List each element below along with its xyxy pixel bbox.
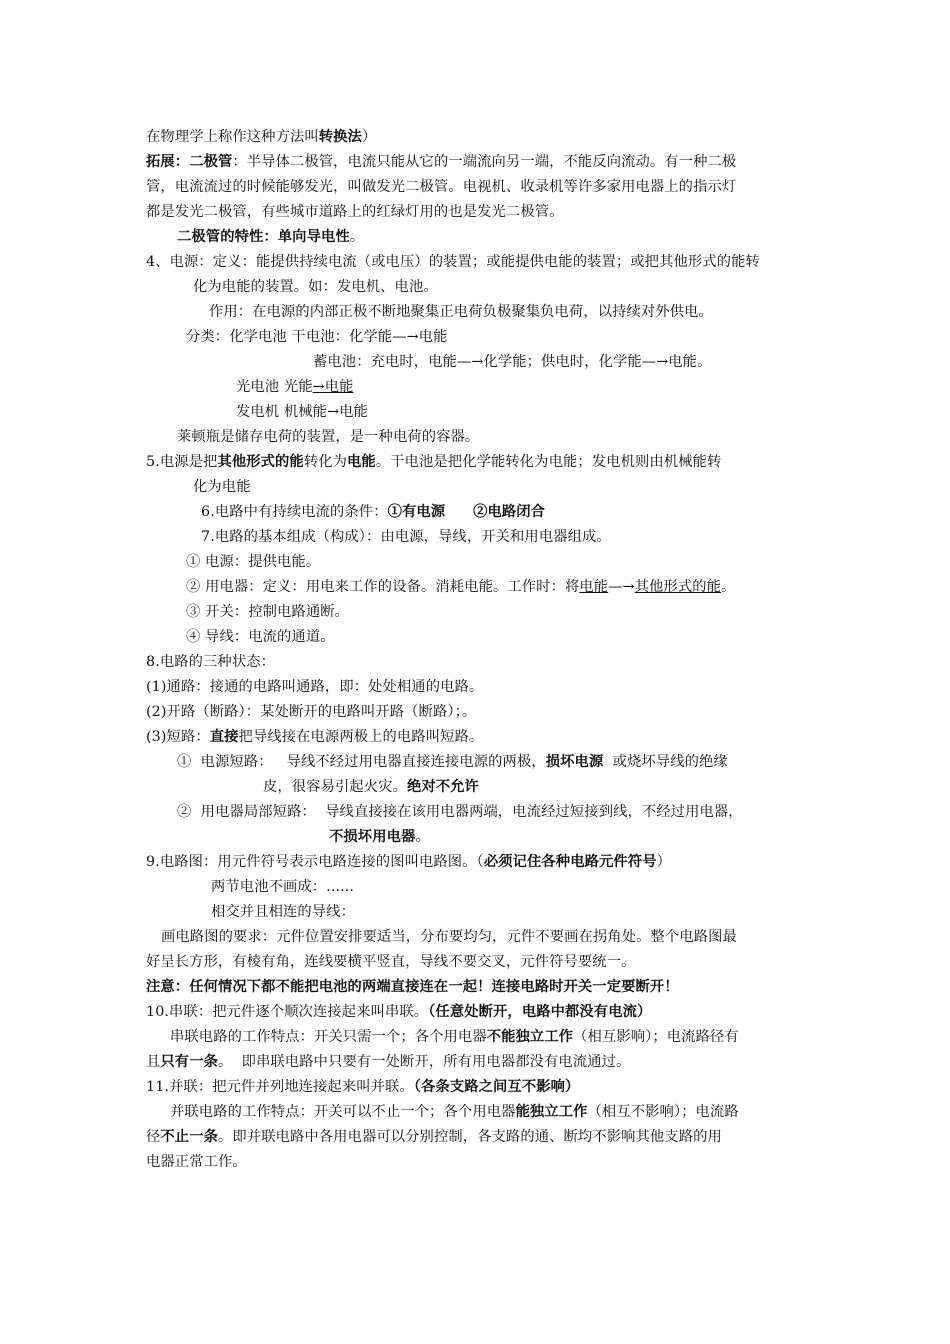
text-run: 。 [415, 829, 430, 845]
text-run: 化为电能 [193, 479, 251, 495]
text-run: ② 用电器局部短路： 导线直接接在该用电器两端，电流经过短接到线，不经过用电器， [177, 804, 743, 820]
text-run: 。干电池是把化学能转化为电能；发电机则由机械能转 [375, 454, 722, 470]
text-run: 画电路图的要求：元件位置安排要适当，分布要均匀，元件不要画在拐角处。整个电路图最 [161, 929, 737, 945]
text-run: ① 电源：提供电能。 [186, 554, 321, 570]
bold-term: 注意：任何情况下都不能把电池的两端直接连在一起！连接电路时开关一定要断开！ [146, 979, 679, 995]
text-run: 。 [721, 579, 736, 595]
text-run: ） [656, 854, 671, 870]
text-line [186, 602, 349, 622]
text-line [177, 227, 364, 247]
text-line [146, 1052, 630, 1072]
text-line [236, 377, 354, 397]
text-run: 串联电路的工作特点：开关只需一个；各个用电器 [170, 1029, 487, 1045]
text-run: 化为电能的装置。如：发电机、电池。 [193, 279, 438, 295]
text-line [177, 752, 728, 772]
text-line [201, 502, 545, 522]
text-run: 或烧坏导线的绝缘 [603, 754, 728, 770]
underlined-text: 电能 [579, 579, 609, 595]
text-run: 并联电路的工作特点：开关可以不止一个；各个用电器 [170, 1104, 516, 1120]
text-run: ） [361, 129, 377, 145]
text-line [146, 977, 679, 997]
text-run: 9.电路图：用元件符号表示电路连接的图叫电路图。（ [146, 854, 484, 870]
text-run: ② 用电器：定义：用电来工作的设备。消耗电能。工作时：将 [186, 579, 580, 595]
bold-term: 拓展：二极管 [146, 154, 233, 170]
bold-term: 其他形式的能 [217, 454, 304, 470]
text-line [146, 952, 636, 972]
text-line [146, 852, 671, 872]
text-line [186, 552, 320, 572]
text-run: （相互不影响）；电流路 [587, 1104, 739, 1120]
text-run: 且 [146, 1054, 161, 1070]
text-line [146, 1152, 247, 1172]
bold-term: ①有电源 [387, 504, 446, 520]
bold-term: 直接 [209, 729, 239, 745]
text-line [236, 402, 368, 422]
text-run: ③ 开关：控制电路通断。 [186, 604, 350, 620]
text-line [211, 902, 355, 922]
text-run: 管，电流流过的时候能够发光，叫做发光二极管。电视机、收录机等许多家用电器上的指示灯 [146, 179, 737, 195]
text-line [146, 452, 721, 472]
text-run: 10.串联：把元件逐个顺次连接起来叫串联。 [146, 1004, 429, 1020]
bold-term: （各条支路之间互不影响） [413, 1079, 580, 1095]
text-line [146, 652, 275, 672]
text-line [211, 877, 354, 897]
text-line [186, 627, 335, 647]
text-line [146, 702, 476, 722]
bold-term: 绝对不允许 [406, 779, 479, 795]
bold-term: 电能 [347, 454, 376, 470]
text-line [146, 727, 483, 747]
text-run: 6.电路中有持续电流的条件： [201, 504, 388, 520]
text-line [146, 1002, 651, 1022]
text-run: 好呈长方形，有棱有角，连线要横平竖直，导线不要交叉，元件符号要统一。 [146, 954, 636, 970]
text-run: 作用：在电源的内部正极不断地聚集正电荷负极聚集负电荷，以持续对外供电。 [209, 304, 713, 320]
bold-term: ②电路闭合 [473, 504, 546, 520]
text-line [146, 177, 736, 197]
text-line [146, 1127, 722, 1147]
text-run: 8.电路的三种状态： [146, 654, 276, 670]
text-line [193, 277, 438, 297]
text-run: ① 电源短路： 导线不经过用电器直接连接电源的两极， [177, 754, 546, 770]
text-run: 把导线接在电源两极上的电路叫短路。 [238, 729, 484, 745]
text-run: 莱顿瓶是储存电荷的装置，是一种电荷的容器。 [177, 429, 480, 445]
text-line [177, 427, 479, 447]
text-run: （相互影响）；电流路径有 [573, 1029, 739, 1045]
text-line [146, 127, 376, 147]
text-run: 分类：化学电池 干电池：化学能—→电能 [186, 329, 448, 345]
text-run: 电器正常工作。 [146, 1154, 247, 1170]
text-run: 相交并且相连的导线： [211, 904, 355, 920]
text-line [146, 1077, 579, 1097]
bold-term: 必须记住各种电路元件符号 [483, 854, 657, 870]
text-run: 在物理学上称作这种方法叫 [146, 129, 319, 145]
bold-term: 损坏电源 [545, 754, 604, 770]
text-run: (1)通路：接通的电路叫通路，即：处处相通的电路。 [146, 679, 484, 695]
bold-term: 能独立工作 [515, 1104, 588, 1120]
text-run: ：半导体二极管，电流只能从它的一端流向另一端，不能反向流动。有一种二极 [232, 154, 737, 170]
text-run: 转化为 [303, 454, 348, 470]
text-run: 。 [349, 229, 365, 245]
underlined-text: →电能 [312, 379, 354, 395]
text-run: 。即并联电路中各用电器可以分别控制，各支路的通、断均不影响其他支路的用 [218, 1129, 722, 1145]
text-run: ④ 导线：电流的通道。 [186, 629, 335, 645]
text-line [177, 802, 743, 822]
text-run: —→ [608, 579, 635, 595]
text-line [313, 352, 711, 372]
bold-term: 不止一条 [160, 1129, 218, 1145]
text-run: 4、电源：定义：能提供持续电流（或电压）的装置；或能提供电能的装置；或把其他形式的能转 [146, 254, 760, 270]
text-line [146, 202, 564, 222]
text-line [170, 1102, 739, 1122]
bold-term: 二极管的特性：单向导电性 [177, 229, 350, 245]
text-line [209, 302, 713, 322]
text-run: 。 即串联电路中只要有一处断开，所有用电器都没有电流通过。 [218, 1054, 631, 1070]
bold-term: 只有一条 [160, 1054, 218, 1070]
text-line [170, 1027, 739, 1047]
text-run: 5.电源是把 [146, 454, 218, 470]
bold-term: 不损坏用电器 [329, 829, 416, 845]
text-run [445, 504, 473, 520]
text-line [161, 927, 737, 947]
text-line [193, 477, 251, 497]
underlined-text: 其他形式的能 [634, 579, 722, 595]
bold-term: 不能独立工作 [486, 1029, 574, 1045]
text-run: 径 [146, 1129, 161, 1145]
bold-term: 转换法 [318, 129, 362, 145]
text-run: 11.并联：把元件并列地连接起来叫并联。 [146, 1079, 414, 1095]
text-run: (3)短路： [146, 729, 210, 745]
text-line [201, 527, 611, 547]
text-run: 两节电池不画成：...... [211, 879, 355, 895]
text-run: 蓄电池：充电时，电能—→化学能；供电时，化学能—→电能。 [313, 354, 712, 370]
text-run: 发电机 机械能→电能 [236, 404, 368, 420]
text-line [186, 327, 447, 347]
text-run: 皮，很容易引起火灾。 [263, 779, 407, 795]
bold-term: （任意处断开，电路中都没有电流） [428, 1004, 652, 1020]
text-run: 7.电路的基本组成（构成）：由电源，导线，开关和用电器组成。 [201, 529, 611, 545]
text-run: 都是发光二极管，有些城市道路上的红绿灯用的也是发光二极管。 [146, 204, 564, 220]
text-line [186, 577, 735, 597]
text-line [146, 252, 760, 272]
text-line [263, 777, 479, 797]
text-run: (2)开路（断路）：某处断开的电路叫开路（断路）；。 [146, 704, 477, 720]
text-run: 光电池 光能 [236, 379, 313, 395]
text-line [329, 827, 430, 847]
text-line [146, 677, 483, 697]
text-line [146, 152, 736, 172]
